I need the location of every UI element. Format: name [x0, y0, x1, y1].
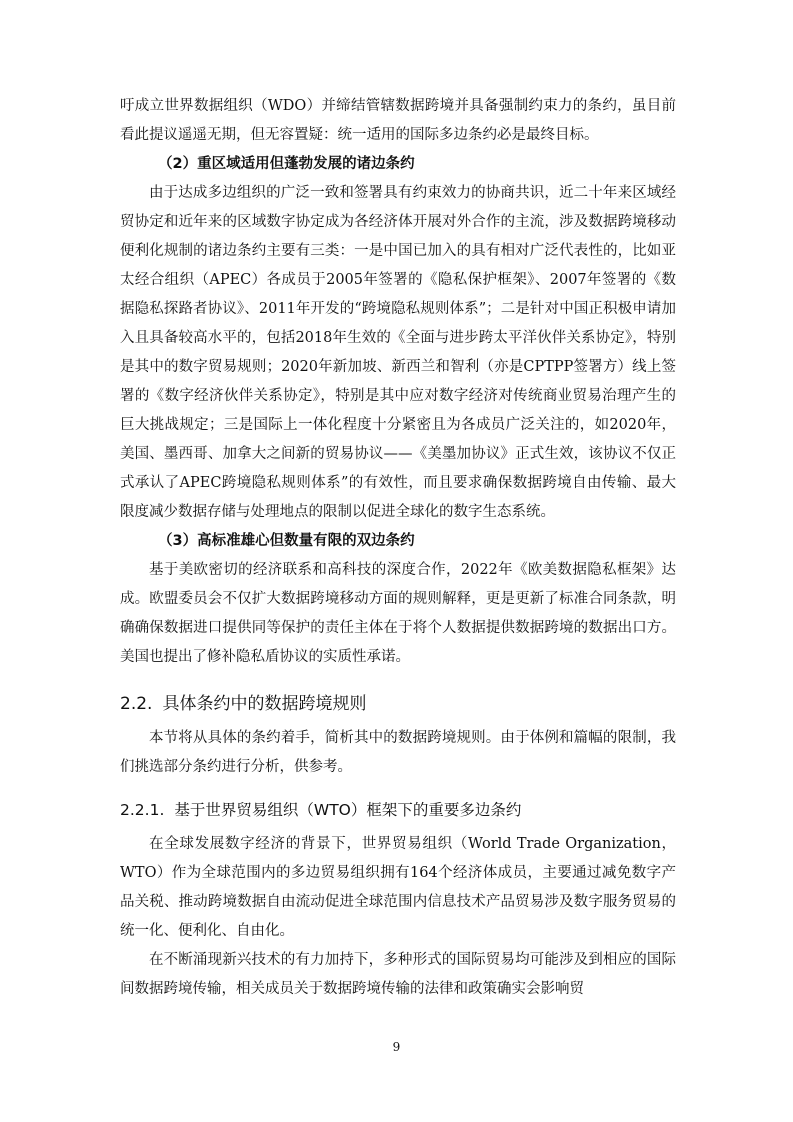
paragraph-continued: 吁成立世界数据组织（WDO）并缔结管辖数据跨境并具备强制约束力的条约，虽目前看此提议遥遥无期，但无容置疑：统一适用的国际多边条约必是最终目标。: [120, 98, 676, 143]
section-number: 2.2.1.: [120, 801, 165, 819]
paragraph-section-intro: 本节将从具体的条约着手，简析其中的数据跨境规则。由于体例和篇幅的限制，我们挑选部分条约进行分析，供参考。: [120, 730, 676, 775]
section-number: 2.2.: [120, 694, 153, 714]
section-title: 基于世界贸易组织（WTO）框架下的重要多边条约: [174, 801, 522, 819]
paragraph-wto: 在全球发展数字经济的背景下，世界贸易组织（World Trade Organization，WTO）作为全球范围内的多边贸易组织拥有164个经济体成员，主要通过减免数字产品关税、推动跨境数据自由流动促进全球范围内信息技术产品贸易涉及数字服务贸易的统一化、便利化、自由化。: [120, 836, 676, 939]
section-heading-2-2: [120, 692, 676, 716]
paragraph-plurilateral: 由于达成多边组织的广泛一致和签署具有约束效力的协商共识，近二十年来区域经贸协定和近年来的区域数字协定成为各经济体开展对外合作的主流，涉及数据跨境移动便利化规制的诸边条约主要有三类：一是中国已加入的具有相对广泛代表性的，比如亚太经合组织（APEC）各成员于2005年签署的《隐私保护框架》、2007年签署的《数据隐私探路者协议》、2011年开发的“跨境隐私规则体系”；二是针对中国正积极申请加入且具备较高水平的，包括2018年生效的《全面与进步跨太平洋伙伴关系协定》，特别是其中的数字贸易规则；2020年新加坡、新西兰和智利（亦是CPTPP签署方）线上签署的《数字经济伙伴关系协定》，特别是其中应对数字经济对传统商业贸易治理产生的巨大挑战规定；三是国际上一体化程度十分紧密且为各成员广泛关注的，如2020年，美国、墨西哥、加拿大之间新的贸易协议——《美墨加协议》正式生效，该协议不仅正式承认了APEC跨境隐私规则体系”的有效性，而且要求确保数据跨境自由传输、最大限度减少数据存储与处理地点的限制以促进全球化的数字生态系统。: [120, 185, 676, 520]
paragraph-bilateral: 基于美欧密切的经济联系和高科技的深度合作，2022年《欧美数据隐私框架》达成。欧盟委员会不仅扩大数据跨境移动方面的规则解释，更是更新了标准合同条款，明确确保数据进口提供同等保护的责任主体在于将个人数据提供数据跨境的数据出口方。美国也提出了修补隐私盾协议的实质性承诺。: [120, 562, 676, 665]
subheading-bilateral-treaties: （3）高标准雄心但数量有限的双边条约: [158, 533, 415, 549]
page-number: 9: [392, 1040, 401, 1054]
section-title: 具体条约中的数据跨境规则: [162, 694, 367, 714]
page-body: [120, 92, 676, 1004]
section-heading-2-2-1: [120, 798, 676, 822]
paragraph-emerging-tech: 在不断涌现新兴技术的有力加持下，多种形式的国际贸易均可能涉及到相应的国际间数据跨境传输，相关成员关于数据跨境传输的法律和政策确实会影响贸: [120, 952, 676, 997]
subheading-plurilateral-treaties: （2）重区域适用但蓬勃发展的诸边条约: [158, 156, 415, 172]
